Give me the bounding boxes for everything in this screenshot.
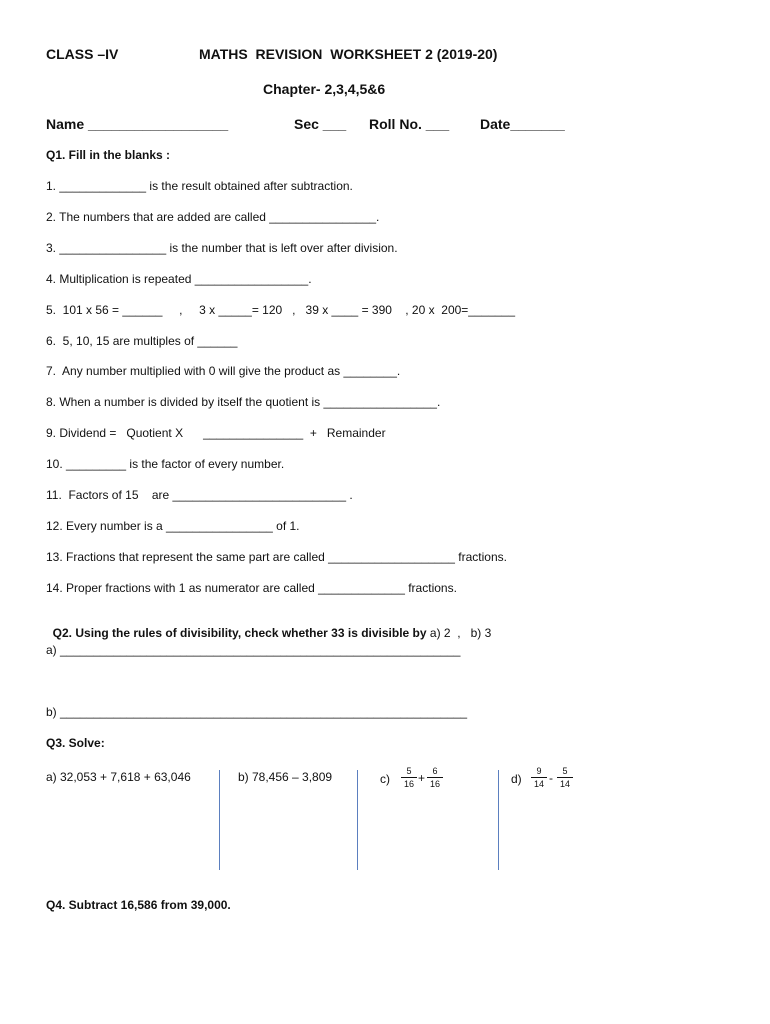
denominator: 14 [533,779,544,789]
q2-answer-line-a[interactable]: a) ____________________________________________________________ [46,643,461,657]
q1-item-5[interactable]: 5. 101 x 56 = ______ , 3 x _____= 120 , 39 x ____ = 390 , 20 x 200=_______ [46,303,516,317]
q3-c-operator: + [418,771,426,785]
column-divider-3 [498,770,499,870]
column-divider-1 [219,770,220,870]
denominator: 16 [403,779,414,789]
q1-item-12[interactable]: 12. Every number is a ________________ of 1. [46,519,300,533]
q2-answer-line-b[interactable]: b) _____________________________________________________________ [46,705,468,719]
class-label: CLASS –IV [46,46,119,62]
q1-item-3[interactable]: 3. ________________ is the number that is left over after division. [46,241,398,255]
q3-heading: Q3. Solve: [46,736,105,750]
q3-d-operator: - [549,771,553,785]
q3-c-fraction-2 [427,766,443,789]
q1-item-1[interactable]: 1. _____________ is the result obtained after subtraction. [46,179,353,193]
fraction-bar [531,777,547,778]
q3-d-fraction-1 [531,766,547,789]
q3-d-fraction-2 [557,766,573,789]
q3-part-a: a) 32,053 + 7,618 + 63,046 [46,770,191,784]
numerator: 5 [562,766,568,776]
q1-item-14[interactable]: 14. Proper fractions with 1 as numerator are called _____________ fractions. [46,581,457,595]
column-divider-2 [357,770,358,870]
q3-part-b: b) 78,456 – 3,809 [238,770,333,784]
numerator: 6 [432,766,438,776]
q1-item-2[interactable]: 2. The numbers that are added are called ________________. [46,210,380,224]
date-field[interactable]: Date_______ [480,116,565,132]
sec-field[interactable]: Sec ___ [294,116,347,132]
q4-heading: Q4. Subtract 16,586 from 39,000. [46,898,231,912]
q2-heading-bold: Q2. Using the rules of divisibility, check whether 33 is divisible by [52,626,427,640]
q1-item-9[interactable]: 9. Dividend = Quotient X _______________ + Remainder [46,426,386,440]
q1-item-6[interactable]: 6. 5, 10, 15 are multiples of ______ [46,334,238,348]
q3-part-d-label: d) [511,772,522,786]
chapter-line: Chapter- 2,3,4,5&6 [263,81,386,97]
denominator: 14 [559,779,570,789]
numerator: 9 [536,766,542,776]
q3-part-c-label: c) [380,772,390,786]
worksheet-title: MATHS REVISION WORKSHEET 2 (2019-20) [199,46,498,62]
roll-no-field[interactable]: Roll No. ___ [369,116,450,132]
q1-item-7[interactable]: 7. Any number multiplied with 0 will give the product as ________. [46,364,401,378]
q1-item-10[interactable]: 10. _________ is the factor of every number. [46,457,285,471]
q2-heading-options: a) 2 , b) 3 [426,626,492,640]
denominator: 16 [429,779,440,789]
fraction-bar [557,777,573,778]
q1-item-13[interactable]: 13. Fractions that represent the same part are called ___________________ fractions. [46,550,507,564]
fraction-bar [401,777,417,778]
numerator: 5 [406,766,412,776]
q1-heading: Q1. Fill in the blanks : [46,148,171,162]
q2-heading [46,612,491,640]
q1-item-4[interactable]: 4. Multiplication is repeated _________________. [46,272,312,286]
q1-item-11[interactable]: 11. Factors of 15 are __________________________ . [46,488,353,502]
fraction-bar [427,777,443,778]
q3-c-fraction-1 [401,766,417,789]
name-field[interactable]: Name __________________ [46,116,229,132]
q1-item-8[interactable]: 8. When a number is divided by itself the quotient is _________________. [46,395,441,409]
